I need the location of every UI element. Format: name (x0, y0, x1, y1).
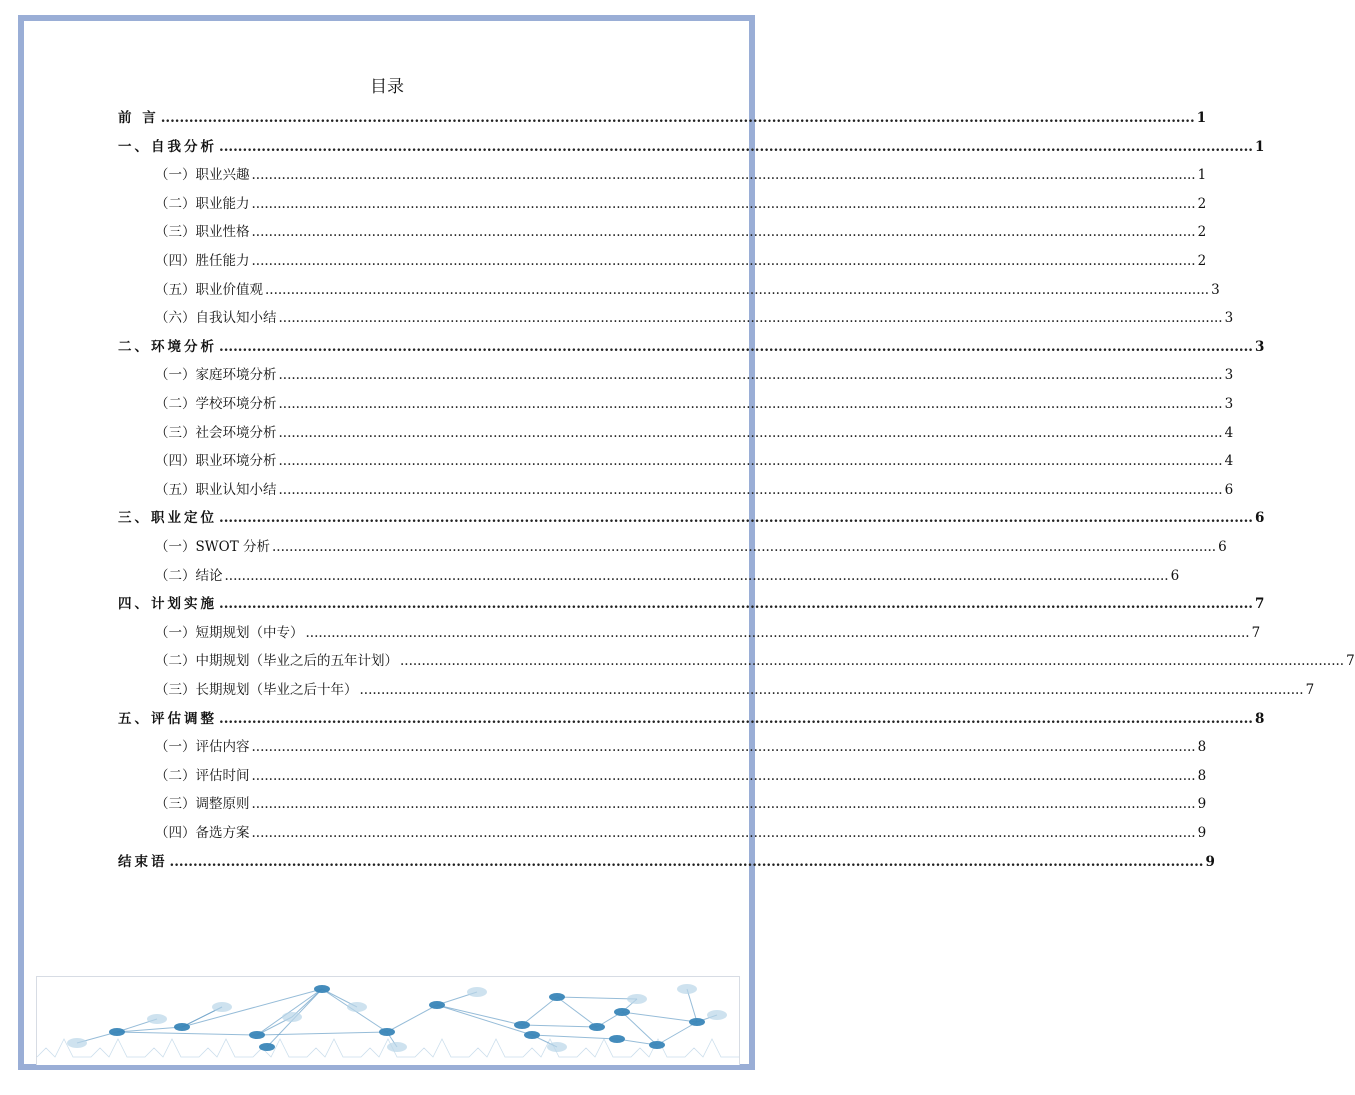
toc-leader-dots: ............................................................................................................................................................................................................................ (219, 138, 1253, 155)
network-node (429, 1001, 445, 1009)
toc-page-number: 4 (1224, 424, 1234, 441)
toc-entry-label: （二）结论 (155, 567, 223, 584)
toc-page-number: 1 (1196, 110, 1207, 126)
toc-leader-dots: ............................................................................................................................................................................................................................ (251, 796, 1196, 813)
toc-entry-label: 五、评估调整 (118, 710, 217, 727)
toc-leader-dots: ............................................................................................................................................................................................................................ (265, 281, 1210, 298)
toc-leader-dots: ............................................................................................................................................................................................................................ (219, 338, 1253, 355)
toc-entry-label: （三）长期规划（毕业之后十年） (155, 682, 358, 698)
toc-section-entry[interactable] (155, 621, 1261, 641)
network-node (707, 1010, 727, 1020)
toc-page-number: 3 (1224, 367, 1234, 384)
network-graph-icon (37, 977, 739, 1065)
network-node (259, 1043, 275, 1051)
toc-page-number: 3 (1255, 338, 1265, 355)
toc-section-entry[interactable] (155, 564, 1180, 584)
toc-section-entry[interactable] (155, 363, 1234, 384)
toc-section-entry[interactable] (155, 735, 1207, 756)
toc-page-number: 6 (1224, 481, 1234, 498)
toc-leader-dots: ............................................................................................................................................................................................................................ (219, 596, 1253, 613)
toc-entry-label: （二）职业能力 (155, 195, 250, 212)
toc-entry-label: （二）评估时间 (155, 767, 250, 784)
toc-leader-dots: ............................................................................................................................................................................................................................ (359, 682, 1304, 698)
toc-section-entry[interactable] (155, 249, 1207, 269)
network-node (677, 984, 697, 994)
toc-section-entry[interactable] (155, 478, 1234, 498)
toc-leader-dots: ............................................................................................................................................................................................................................ (251, 224, 1196, 241)
toc-entry-label: 四、计划实施 (118, 596, 217, 613)
toc-entry-label: （一）短期规划（中专） (155, 624, 304, 641)
network-node (547, 1042, 567, 1052)
toc-section-entry[interactable] (155, 649, 1355, 670)
toc-page-number: 1 (1255, 138, 1265, 155)
toc-page-number: 6 (1218, 539, 1227, 555)
toc-page-number: 1 (1197, 167, 1207, 184)
network-edge (622, 1012, 697, 1022)
toc-leader-dots: ............................................................................................................................................................................................................................ (278, 396, 1223, 412)
network-edge (257, 989, 322, 1035)
toc-leader-dots: ............................................................................................................................................................................................................................ (278, 453, 1223, 470)
toc-page-number: 7 (1251, 624, 1261, 641)
toc-section-entry[interactable] (155, 220, 1207, 241)
network-node (689, 1018, 705, 1026)
toc-entry-label: （一）家庭环境分析 (155, 367, 277, 384)
toc-entry-label: 三、职业定位 (118, 510, 217, 527)
network-edge (532, 1035, 617, 1039)
toc-leader-dots: ............................................................................................................................................................................................................................ (224, 567, 1169, 584)
network-edge (657, 1022, 697, 1045)
toc-page-number: 3 (1224, 396, 1234, 412)
toc-section-entry[interactable] (155, 163, 1207, 184)
toc-leader-dots: ............................................................................................................................................................................................................................ (278, 367, 1223, 384)
toc-entry-label: （六）自我认知小结 (155, 310, 277, 327)
toc-entry-label: 二、环境分析 (118, 338, 217, 355)
toc-page-number: 7 (1346, 653, 1355, 670)
toc-leader-dots: ............................................................................................................................................................................................................................ (272, 539, 1217, 555)
toc-page-number: 9 (1197, 825, 1207, 841)
toc-section-entry[interactable] (155, 764, 1207, 784)
toc-leader-dots: ............................................................................................................................................................................................................................ (251, 739, 1196, 756)
network-node (549, 993, 565, 1001)
toc-chapter-entry[interactable] (118, 106, 1207, 126)
toc-page-number: 6 (1170, 567, 1180, 584)
toc-leader-dots: ............................................................................................................................................................................................................................ (219, 510, 1253, 527)
toc-chapter-entry[interactable] (118, 707, 1265, 727)
toc-leader-dots: ............................................................................................................................................................................................................................ (219, 710, 1253, 727)
network-node (467, 987, 487, 997)
toc-page-number: 6 (1255, 510, 1265, 527)
toc-chapter-entry[interactable] (118, 335, 1265, 355)
toc-leader-dots: ............................................................................................................................................................................................................................ (251, 253, 1196, 269)
network-node (614, 1008, 630, 1016)
toc-leader-dots: ............................................................................................................................................................................................................................ (251, 825, 1196, 841)
toc-page-number: 2 (1197, 253, 1207, 269)
network-node (67, 1038, 87, 1048)
network-node (314, 985, 330, 993)
toc-section-entry[interactable] (155, 678, 1315, 698)
toc-entry-label: （三）社会环境分析 (155, 424, 277, 441)
network-node (147, 1014, 167, 1024)
toc-page-number: 7 (1255, 596, 1265, 613)
toc-entry-label: （四）职业环境分析 (155, 453, 277, 470)
network-edge (257, 1032, 387, 1035)
toc-section-entry[interactable] (155, 449, 1234, 470)
toc-page-number: 7 (1305, 682, 1315, 698)
network-edge (437, 1005, 532, 1035)
network-edge (387, 1005, 437, 1032)
toc-leader-dots: ............................................................................................................................................................................................................................ (278, 424, 1223, 441)
toc-page-number: 3 (1224, 310, 1234, 327)
toc-entry-label: （三）调整原则 (155, 796, 250, 813)
toc-page-number: 3 (1211, 281, 1220, 298)
network-node (627, 994, 647, 1004)
network-edge (687, 989, 697, 1022)
network-edge (522, 997, 557, 1025)
network-edge (557, 997, 597, 1027)
toc-title: 目录 (370, 77, 404, 97)
toc-leader-dots: ............................................................................................................................................................................................................................ (251, 195, 1196, 212)
network-edge (117, 1032, 257, 1035)
toc-page-number: 2 (1197, 224, 1207, 241)
network-graph-banner-icon (36, 976, 740, 1065)
toc-section-entry[interactable] (155, 535, 1227, 555)
toc-leader-dots: ............................................................................................................................................................................................................................ (251, 767, 1196, 784)
toc-entry-label: 一、自我分析 (118, 138, 217, 155)
toc-leader-dots: ............................................................................................................................................................................................................................ (160, 110, 1195, 126)
toc-entry-label: （三）职业性格 (155, 224, 250, 241)
network-edge (117, 1027, 182, 1032)
toc-section-entry[interactable] (155, 192, 1207, 212)
toc-section-entry[interactable] (155, 421, 1234, 441)
network-node (212, 1002, 232, 1012)
toc-page-number: 8 (1197, 767, 1207, 784)
toc-section-entry[interactable] (155, 792, 1207, 813)
toc-entry-label: （二）学校环境分析 (155, 396, 277, 412)
toc-chapter-entry[interactable] (118, 135, 1265, 155)
toc-section-entry[interactable] (155, 278, 1220, 298)
network-node (649, 1041, 665, 1049)
toc-page-number: 9 (1197, 796, 1207, 813)
toc-page-number: 8 (1255, 710, 1265, 727)
toc-entry-label: （一）评估内容 (155, 739, 250, 756)
network-node (379, 1028, 395, 1036)
network-edge (557, 997, 637, 999)
toc-section-entry[interactable] (155, 392, 1234, 412)
toc-leader-dots: ............................................................................................................................................................................................................................ (278, 310, 1223, 327)
network-node (514, 1021, 530, 1029)
toc-page-number: 2 (1197, 195, 1207, 212)
network-node (109, 1028, 125, 1036)
toc-entry-label: 结束语 (118, 853, 168, 870)
toc-chapter-entry[interactable] (118, 850, 1215, 870)
network-node (174, 1023, 190, 1031)
network-node (249, 1031, 265, 1039)
network-node (347, 1002, 367, 1012)
network-node (387, 1042, 407, 1052)
toc-leader-dots: ............................................................................................................................................................................................................................ (251, 167, 1196, 184)
toc-leader-dots: ............................................................................................................................................................................................................................ (169, 853, 1204, 870)
toc-leader-dots: ............................................................................................................................................................................................................................ (305, 624, 1250, 641)
toc-section-entry[interactable] (155, 306, 1234, 327)
toc-leader-dots: ............................................................................................................................................................................................................................ (400, 653, 1345, 670)
network-node (524, 1031, 540, 1039)
toc-entry-label: （五）职业认知小结 (155, 481, 277, 498)
toc-page-number: 8 (1197, 739, 1207, 756)
network-edge (522, 1025, 597, 1027)
network-edge (437, 1005, 522, 1025)
toc-chapter-entry[interactable] (118, 592, 1265, 613)
toc-entry-label: （一）职业兴趣 (155, 167, 250, 184)
toc-entry-label: （四）备选方案 (155, 825, 250, 841)
toc-leader-dots: ............................................................................................................................................................................................................................ (278, 481, 1223, 498)
toc-section-entry[interactable] (155, 821, 1207, 841)
toc-entry-label: 前 言 (118, 110, 159, 126)
toc-page-number: 9 (1205, 853, 1215, 870)
network-node (589, 1023, 605, 1031)
toc-entry-label: （四）胜任能力 (155, 253, 250, 269)
network-node (609, 1035, 625, 1043)
toc-entry-label: （一）SWOT 分析 (155, 539, 270, 555)
toc-entry-label: （二）中期规划（毕业之后的五年计划） (155, 653, 398, 670)
toc-chapter-entry[interactable] (118, 506, 1265, 527)
network-node (282, 1012, 302, 1022)
toc-page-number: 4 (1224, 453, 1234, 470)
toc-entry-label: （五）职业价值观 (155, 281, 263, 298)
